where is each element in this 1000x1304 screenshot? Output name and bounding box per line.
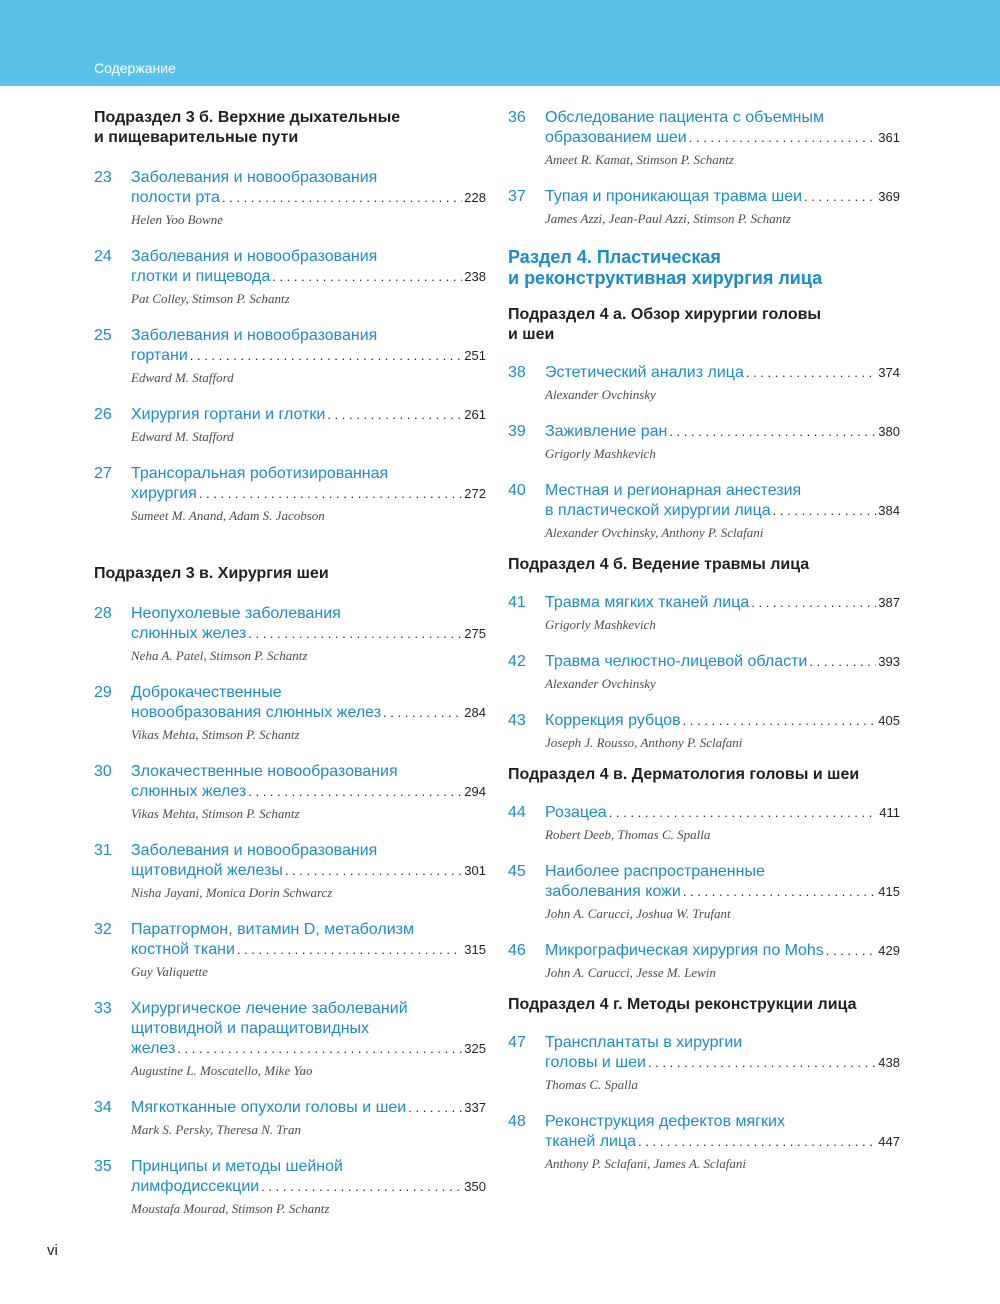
toc-entry[interactable] bbox=[94, 405, 486, 445]
subsection-heading-line: и пищеварительные пути bbox=[94, 129, 299, 146]
chapter-number: 47 bbox=[508, 1034, 526, 1051]
page-reference[interactable]: 361 bbox=[878, 130, 900, 145]
chapter-body bbox=[545, 711, 900, 751]
chapter-number: 46 bbox=[508, 942, 526, 959]
chapter-title-line[interactable] bbox=[131, 940, 486, 960]
toc-right-column bbox=[508, 106, 900, 1172]
chapter-title-line[interactable] bbox=[131, 782, 486, 802]
page-reference[interactable]: 387 bbox=[878, 595, 900, 610]
page-reference[interactable]: 251 bbox=[464, 348, 486, 363]
chapter-body bbox=[131, 683, 486, 743]
chapter-title-text[interactable]: Злокачественные новообразования bbox=[131, 763, 398, 780]
dot-leader bbox=[237, 940, 462, 960]
chapter-authors: James Azzi, Jean-Paul Azzi, Stimson P. Schantz bbox=[545, 211, 791, 226]
subsection-heading bbox=[508, 995, 900, 1015]
chapter-number: 27 bbox=[94, 465, 112, 482]
chapter-title-line[interactable] bbox=[131, 168, 486, 188]
chapter-title-line[interactable] bbox=[131, 1098, 486, 1118]
chapter-title-line[interactable] bbox=[131, 841, 486, 861]
chapter-body bbox=[545, 803, 900, 843]
chapter-title-text[interactable]: щитовидной и паращитовидных bbox=[131, 1020, 370, 1037]
page-reference[interactable]: 405 bbox=[878, 713, 900, 728]
chapter-title-text[interactable]: Заболевания и новообразования bbox=[131, 248, 378, 265]
dot-leader bbox=[683, 711, 877, 731]
chapter-authors: Alexander Ovchinsky bbox=[545, 387, 656, 402]
page-reference[interactable]: 350 bbox=[464, 1179, 486, 1194]
dot-leader bbox=[648, 1053, 876, 1073]
page-reference[interactable]: 238 bbox=[464, 269, 486, 284]
chapter-title-text[interactable]: лимфодиссекции bbox=[131, 1178, 260, 1195]
chapter-title-line[interactable] bbox=[131, 624, 486, 644]
toc-entry[interactable] bbox=[94, 464, 486, 524]
toc-entry[interactable] bbox=[94, 1098, 486, 1138]
chapter-title-line[interactable] bbox=[131, 484, 486, 504]
chapter-title-line[interactable] bbox=[545, 1132, 900, 1152]
toc-entry[interactable] bbox=[508, 711, 900, 751]
chapter-number: 35 bbox=[94, 1158, 112, 1175]
chapter-title-text[interactable]: новообразования слюнных желез bbox=[131, 704, 382, 721]
chapter-number: 23 bbox=[94, 169, 112, 186]
toc-entry[interactable] bbox=[508, 652, 900, 692]
page-reference[interactable]: 380 bbox=[878, 424, 900, 439]
chapter-authors: Thomas C. Spalla bbox=[545, 1077, 638, 1092]
chapter-title-line[interactable] bbox=[131, 1039, 486, 1059]
chapter-title-text[interactable]: Трансоральная роботизированная bbox=[131, 465, 389, 482]
dot-leader bbox=[383, 703, 462, 723]
chapter-title-text[interactable]: Эстетический анализ лица bbox=[545, 364, 744, 381]
toc-entry[interactable] bbox=[94, 841, 486, 901]
chapter-title-text[interactable]: костной ткани bbox=[131, 941, 235, 958]
chapter-title-line[interactable] bbox=[131, 464, 486, 484]
chapter-title-text[interactable]: Мягкотканные опухоли головы и шеи bbox=[131, 1099, 407, 1116]
chapter-title-line[interactable] bbox=[131, 326, 486, 346]
page-reference[interactable]: 374 bbox=[878, 365, 900, 380]
chapter-title-line[interactable] bbox=[131, 405, 486, 425]
chapter-title-text[interactable]: Заболевания и новообразования bbox=[131, 169, 378, 186]
subsection-heading-line: Подраздел 4 б. Ведение травмы лица bbox=[508, 556, 810, 573]
subsection-heading bbox=[508, 555, 900, 575]
chapter-body bbox=[131, 604, 486, 664]
chapter-authors: Grigorly Mashkevich bbox=[545, 446, 656, 461]
chapter-title-line[interactable] bbox=[545, 803, 900, 823]
chapter-number: 36 bbox=[508, 109, 526, 126]
page-reference[interactable]: 429 bbox=[878, 943, 900, 958]
chapter-body bbox=[545, 187, 900, 227]
toc-entry[interactable] bbox=[508, 108, 900, 168]
chapter-authors: Robert Deeb, Thomas C. Spalla bbox=[545, 827, 711, 842]
toc-entry[interactable] bbox=[94, 920, 486, 980]
chapter-authors: Ameet R. Kamat, Stimson P. Schantz bbox=[545, 152, 734, 167]
chapter-body bbox=[131, 999, 486, 1079]
toc-entry[interactable] bbox=[508, 941, 900, 981]
dot-leader bbox=[222, 188, 462, 208]
chapter-title-line[interactable] bbox=[131, 683, 486, 703]
chapter-number: 39 bbox=[508, 423, 526, 440]
chapter-title-line[interactable] bbox=[131, 762, 486, 782]
chapter-title-text[interactable]: тканей лица bbox=[545, 1133, 637, 1150]
chapter-title-text[interactable]: глотки и пищевода bbox=[131, 268, 271, 285]
chapter-title-text[interactable]: Заболевания и новообразования bbox=[131, 842, 378, 859]
toc-entry[interactable] bbox=[94, 683, 486, 743]
dot-leader bbox=[190, 346, 463, 366]
chapter-title-line[interactable] bbox=[131, 999, 486, 1019]
toc-entry[interactable] bbox=[508, 363, 900, 403]
chapter-number: 33 bbox=[94, 1000, 112, 1017]
chapter-body bbox=[545, 652, 900, 692]
chapter-title-text[interactable]: Тупая и проникающая травма шеи bbox=[545, 188, 803, 205]
chapter-title-text[interactable]: образованием шеи bbox=[545, 129, 687, 146]
chapter-number: 25 bbox=[94, 327, 112, 344]
chapter-authors: Helen Yoo Bowne bbox=[131, 212, 223, 227]
chapter-number: 24 bbox=[94, 248, 112, 265]
page-reference[interactable]: 301 bbox=[464, 863, 486, 878]
chapter-authors: Nisha Jayani, Monica Dorin Schwarcz bbox=[131, 885, 333, 900]
chapter-title-line[interactable] bbox=[545, 481, 900, 501]
chapter-title-line[interactable] bbox=[131, 267, 486, 287]
chapter-title-line[interactable] bbox=[545, 941, 900, 961]
chapter-number: 45 bbox=[508, 863, 526, 880]
dot-leader bbox=[177, 1039, 462, 1059]
chapter-title-line[interactable] bbox=[545, 593, 900, 613]
chapter-title-line[interactable] bbox=[545, 501, 900, 521]
toc-entry[interactable] bbox=[508, 803, 900, 843]
subsection-heading-line: и шеи bbox=[508, 326, 555, 343]
chapter-authors: Edward M. Stafford bbox=[131, 429, 234, 444]
chapter-title-line[interactable] bbox=[131, 1177, 486, 1197]
dot-leader bbox=[746, 363, 876, 383]
chapter-title-text[interactable]: Неопухолевые заболевания bbox=[131, 605, 341, 622]
chapter-body bbox=[131, 247, 486, 307]
page-reference[interactable]: 393 bbox=[878, 654, 900, 669]
chapter-title-text[interactable]: желез bbox=[131, 1040, 176, 1057]
page-reference[interactable]: 325 bbox=[464, 1041, 486, 1056]
dot-leader bbox=[408, 1098, 462, 1118]
dot-leader bbox=[609, 803, 878, 823]
chapter-title-line[interactable] bbox=[131, 188, 486, 208]
toc-entry[interactable] bbox=[508, 422, 900, 462]
chapter-title-text[interactable]: заболевания кожи bbox=[545, 883, 681, 900]
subsection-heading-line: Подраздел 4 а. Обзор хирургии головы bbox=[508, 306, 822, 323]
chapter-body bbox=[131, 1098, 486, 1138]
toc-entry[interactable] bbox=[94, 762, 486, 822]
chapter-body bbox=[545, 481, 900, 541]
chapter-authors: Grigorly Mashkevich bbox=[545, 617, 656, 632]
part-heading bbox=[508, 247, 900, 289]
subsection-heading-line: Подраздел 4 г. Методы реконструкции лица bbox=[508, 996, 857, 1013]
dot-leader bbox=[669, 422, 876, 442]
chapter-title-text[interactable]: Паратгормон, витамин D, метаболизм bbox=[131, 921, 414, 938]
chapter-title-text[interactable]: Наиболее распространенные bbox=[545, 863, 765, 880]
chapter-title-text[interactable]: хирургия bbox=[131, 485, 197, 502]
chapter-title-text[interactable]: Розацеа bbox=[545, 804, 607, 821]
chapter-title-text[interactable]: полости рта bbox=[131, 189, 220, 206]
chapter-number: 44 bbox=[508, 804, 526, 821]
chapter-authors: Sumeet M. Anand, Adam S. Jacobson bbox=[131, 508, 325, 523]
toc-entry[interactable] bbox=[94, 247, 486, 307]
chapter-authors: Mark S. Persky, Theresa N. Tran bbox=[131, 1122, 301, 1137]
subsection-heading-line: Подраздел 3 в. Хирургия шеи bbox=[94, 565, 329, 582]
chapter-title-line[interactable] bbox=[545, 882, 900, 902]
dot-leader bbox=[773, 501, 877, 521]
chapter-number: 29 bbox=[94, 684, 112, 701]
toc-entry[interactable] bbox=[94, 999, 486, 1079]
page-reference[interactable]: 275 bbox=[464, 626, 486, 641]
chapter-title-line[interactable] bbox=[131, 920, 486, 940]
chapter-title-line[interactable] bbox=[545, 1053, 900, 1073]
chapter-body bbox=[131, 405, 486, 445]
page-reference[interactable]: 294 bbox=[464, 784, 486, 799]
chapter-title-text[interactable]: в пластической хирургии лица bbox=[545, 502, 771, 519]
page-reference[interactable]: 447 bbox=[878, 1134, 900, 1149]
chapter-title-line[interactable] bbox=[131, 604, 486, 624]
header-bar bbox=[0, 0, 1000, 86]
chapter-body bbox=[545, 108, 900, 168]
chapter-title-text[interactable]: Заживление ран bbox=[545, 423, 668, 440]
toc-entry[interactable] bbox=[94, 604, 486, 664]
chapter-title-line[interactable] bbox=[545, 1112, 900, 1132]
chapter-authors: Joseph J. Rousso, Anthony P. Sclafani bbox=[545, 735, 743, 750]
chapter-number: 32 bbox=[94, 921, 112, 938]
dot-leader bbox=[826, 941, 877, 961]
chapter-authors: Vikas Mehta, Stimson P. Schantz bbox=[131, 727, 300, 742]
subsection-heading bbox=[508, 305, 900, 345]
page-reference[interactable]: 261 bbox=[464, 407, 486, 422]
toc-entry[interactable] bbox=[508, 593, 900, 633]
chapter-body bbox=[545, 941, 900, 981]
chapter-authors: Alexander Ovchinsky, Anthony P. Sclafani bbox=[545, 525, 764, 540]
chapter-number: 42 bbox=[508, 653, 526, 670]
toc-entry[interactable] bbox=[508, 862, 900, 922]
chapter-title-line[interactable] bbox=[545, 711, 900, 731]
page-reference[interactable]: 369 bbox=[878, 189, 900, 204]
chapter-number: 31 bbox=[94, 842, 112, 859]
dot-leader bbox=[327, 405, 462, 425]
chapter-title-text[interactable]: Микрографическая хирургия по Mohs bbox=[545, 942, 824, 959]
chapter-authors: Edward M. Stafford bbox=[131, 370, 234, 385]
chapter-number: 41 bbox=[508, 594, 526, 611]
toc-entry[interactable] bbox=[94, 326, 486, 386]
chapter-body bbox=[545, 1033, 900, 1093]
dot-leader bbox=[199, 484, 462, 504]
chapter-title-line[interactable] bbox=[131, 1157, 486, 1177]
toc-entry[interactable] bbox=[508, 481, 900, 541]
subsection-heading-line: Подраздел 3 б. Верхние дыхательные bbox=[94, 109, 401, 126]
subsection-heading bbox=[508, 765, 900, 785]
toc-entry[interactable] bbox=[508, 1112, 900, 1172]
page-reference[interactable]: 315 bbox=[464, 942, 486, 957]
chapter-title-text[interactable]: Обследование пациента с объемным bbox=[545, 109, 824, 126]
chapter-body bbox=[545, 422, 900, 462]
chapter-body bbox=[131, 762, 486, 822]
dot-leader bbox=[683, 882, 876, 902]
chapter-title-text[interactable]: Травма челюстно-лицевой области bbox=[545, 653, 808, 670]
chapter-title-line[interactable] bbox=[131, 346, 486, 366]
chapter-title-text[interactable]: головы и шеи bbox=[545, 1054, 646, 1071]
chapter-title-line[interactable] bbox=[545, 187, 900, 207]
dot-leader bbox=[804, 187, 876, 207]
chapter-title-line[interactable] bbox=[545, 862, 900, 882]
chapter-body bbox=[545, 593, 900, 633]
chapter-number: 28 bbox=[94, 605, 112, 622]
toc-left-column bbox=[94, 106, 486, 1217]
chapter-authors: Neha A. Patel, Stimson P. Schantz bbox=[131, 648, 308, 663]
page-reference[interactable]: 384 bbox=[878, 503, 900, 518]
chapter-number: 48 bbox=[508, 1113, 526, 1130]
page-reference[interactable]: 228 bbox=[464, 190, 486, 205]
page-reference[interactable]: 438 bbox=[878, 1055, 900, 1070]
dot-leader bbox=[261, 1177, 462, 1197]
dot-leader bbox=[285, 861, 462, 881]
chapter-body bbox=[131, 841, 486, 901]
chapter-title-line[interactable] bbox=[131, 703, 486, 723]
chapter-number: 40 bbox=[508, 482, 526, 499]
chapter-number: 38 bbox=[508, 364, 526, 381]
page-reference[interactable]: 272 bbox=[464, 486, 486, 501]
page-reference[interactable]: 411 bbox=[879, 805, 900, 820]
chapter-number: 26 bbox=[94, 406, 112, 423]
chapter-title-text[interactable]: Травма мягких тканей лица bbox=[545, 594, 750, 611]
chapter-title-line[interactable] bbox=[545, 108, 900, 128]
chapter-body bbox=[131, 1157, 486, 1217]
dot-leader bbox=[638, 1132, 876, 1152]
part-heading-line: Раздел 4. Пластическая bbox=[508, 247, 721, 267]
chapter-authors: Pat Colley, Stimson P. Schantz bbox=[131, 291, 290, 306]
chapter-title-text[interactable]: Хирургическое лечение заболеваний bbox=[131, 1000, 408, 1017]
chapter-body bbox=[131, 326, 486, 386]
chapter-title-line[interactable] bbox=[131, 247, 486, 267]
page-reference[interactable]: 337 bbox=[464, 1100, 486, 1115]
chapter-title-line[interactable] bbox=[545, 422, 900, 442]
subsection-heading bbox=[94, 108, 486, 148]
chapter-title-text[interactable]: Местная и регионарная анестезия bbox=[545, 482, 802, 499]
chapter-title-text[interactable]: Хирургия гортани и глотки bbox=[131, 406, 326, 423]
toc-entry[interactable] bbox=[94, 1157, 486, 1217]
chapter-body bbox=[545, 1112, 900, 1172]
chapter-number: 34 bbox=[94, 1099, 112, 1116]
part-heading-line: и реконструктивная хирургия лица bbox=[508, 268, 823, 288]
chapter-title-line[interactable] bbox=[131, 861, 486, 881]
chapter-title-line[interactable] bbox=[131, 1019, 486, 1039]
dot-leader bbox=[689, 128, 877, 148]
chapter-body bbox=[131, 920, 486, 980]
chapter-title-line[interactable] bbox=[545, 1033, 900, 1053]
chapter-title-text[interactable]: Доброкачественные bbox=[131, 684, 282, 701]
chapter-authors: Moustafa Mourad, Stimson P. Schantz bbox=[131, 1201, 330, 1216]
chapter-authors: Augustine L. Moscatello, Mike Yao bbox=[131, 1063, 313, 1078]
dot-leader bbox=[248, 624, 462, 644]
chapter-title-text[interactable]: Коррекция рубцов bbox=[545, 712, 681, 729]
dot-leader bbox=[751, 593, 876, 613]
chapter-title-text[interactable]: слюнных желез bbox=[131, 625, 247, 642]
chapter-authors: John A. Carucci, Jesse M. Lewin bbox=[545, 965, 716, 980]
chapter-body bbox=[545, 363, 900, 403]
chapter-number: 37 bbox=[508, 188, 526, 205]
chapter-title-line[interactable] bbox=[545, 652, 900, 672]
chapter-number: 43 bbox=[508, 712, 526, 729]
dot-leader bbox=[248, 782, 462, 802]
page-reference[interactable]: 284 bbox=[464, 705, 486, 720]
chapter-title-text[interactable]: гортани bbox=[131, 347, 188, 364]
chapter-authors: Guy Valiquette bbox=[131, 964, 208, 979]
chapter-title-text[interactable]: слюнных желез bbox=[131, 783, 247, 800]
subsection-heading bbox=[94, 564, 486, 584]
chapter-title-line[interactable] bbox=[545, 363, 900, 383]
chapter-title-text[interactable]: Трансплантаты в хирургии bbox=[545, 1034, 743, 1051]
dot-leader bbox=[272, 267, 462, 287]
chapter-body bbox=[131, 464, 486, 524]
subsection-heading-line: Подраздел 4 в. Дерматология головы и шеи bbox=[508, 766, 860, 783]
chapter-title-text[interactable]: Реконструкция дефектов мягких bbox=[545, 1113, 785, 1130]
chapter-title-text[interactable]: щитовидной железы bbox=[131, 862, 283, 879]
chapter-title-text[interactable]: Заболевания и новообразования bbox=[131, 327, 378, 344]
chapter-number: 30 bbox=[94, 763, 112, 780]
dot-leader bbox=[809, 652, 876, 672]
chapter-body bbox=[545, 862, 900, 922]
toc-entry[interactable] bbox=[508, 1033, 900, 1093]
page-number: vi bbox=[47, 1242, 58, 1259]
chapter-authors: Vikas Mehta, Stimson P. Schantz bbox=[131, 806, 300, 821]
toc-entry[interactable] bbox=[508, 187, 900, 227]
toc-entry[interactable] bbox=[94, 168, 486, 228]
chapter-authors: John A. Carucci, Joshua W. Trufant bbox=[545, 906, 731, 921]
chapter-title-line[interactable] bbox=[545, 128, 900, 148]
running-header-title: Содержание bbox=[94, 60, 176, 76]
chapter-authors: Alexander Ovchinsky bbox=[545, 676, 656, 691]
chapter-body bbox=[131, 168, 486, 228]
page-reference[interactable]: 415 bbox=[878, 884, 900, 899]
chapter-title-text[interactable]: Принципы и методы шейной bbox=[131, 1158, 343, 1175]
chapter-authors: Anthony P. Sclafani, James A. Sclafani bbox=[545, 1156, 746, 1171]
